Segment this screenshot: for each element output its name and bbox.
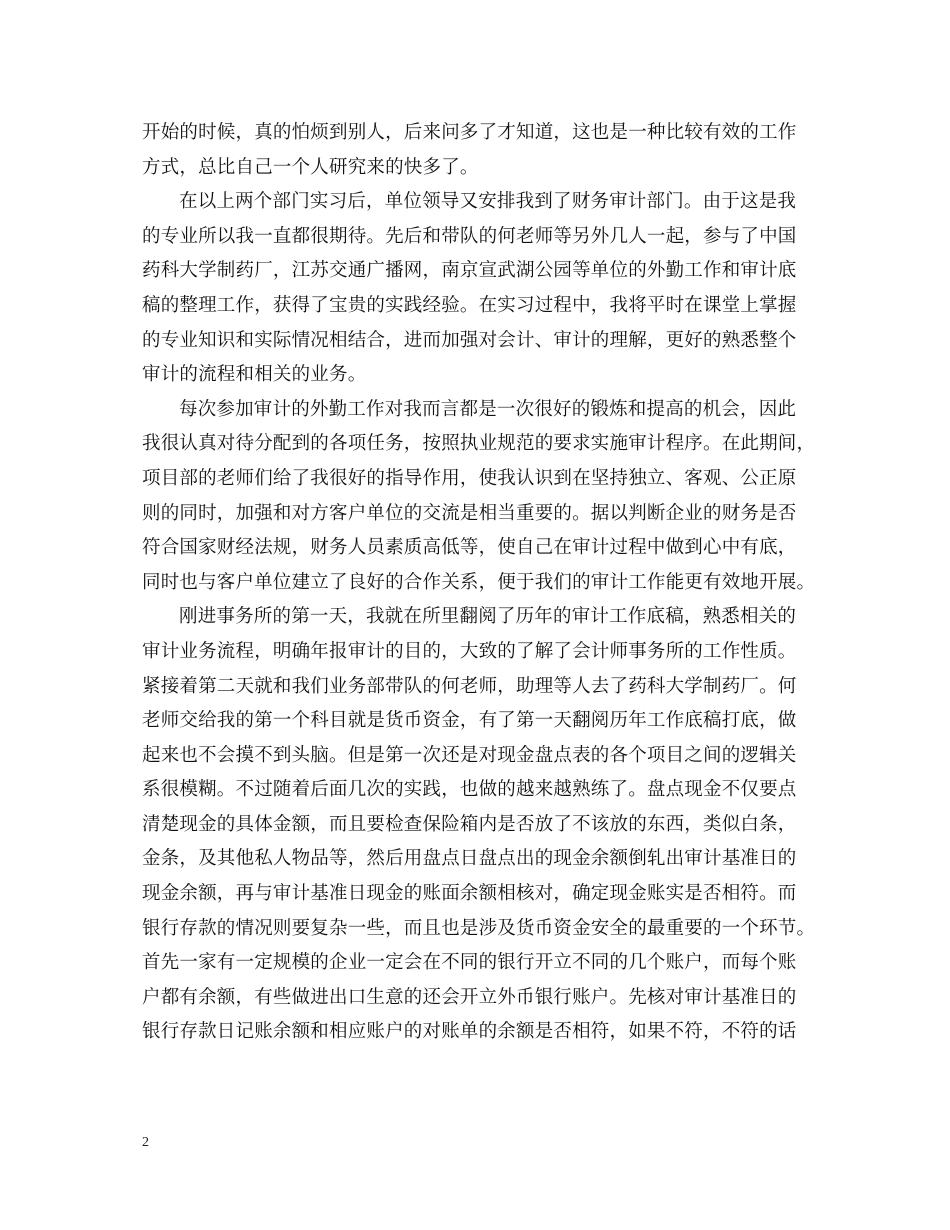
text-line: 符合国家财经法规，财务人员素质高低等，使自己在审计过程中做到心中有底， bbox=[142, 537, 797, 559]
text-line: 的专业知识和实际情况相结合，进而加强对会计、审计的理解，更好的熟悉整个 bbox=[142, 329, 797, 351]
paragraph-first-line: 在以上两个部门实习后，单位领导又安排我到了财务审计部门。由于这是我 bbox=[179, 191, 797, 213]
text-line: 银行存款的情况则要复杂一些，而且也是涉及货币资金安全的最重要的一个环节。 bbox=[142, 917, 816, 939]
text-line: 则的同时，加强和对方客户单位的交流是相当重要的。据以判断企业的财务是否 bbox=[142, 502, 797, 524]
text-line: 开始的时候，真的怕烦到别人，后来问多了才知道，这也是一种比较有效的工作 bbox=[142, 122, 797, 143]
text-line: 同时也与客户单位建立了良好的合作关系，便于我们的审计工作能更有效地开展。 bbox=[142, 571, 816, 593]
text-line: 审计业务流程，明确年报审计的目的，大致的了解了会计师事务所的工作性质。 bbox=[142, 640, 797, 662]
text-line: 银行存款日记账余额和相应账户的对账单的余额是否相符，如果不符，不符的话 bbox=[142, 1021, 797, 1043]
text-line: 现金余额，再与审计基准日现金的账面余额相核对，确定现金账实是否相符。而 bbox=[142, 883, 797, 905]
text-line: 老师交给我的第一个科目就是货币资金，有了第一天翻阅历年工作底稿打底，做 bbox=[142, 710, 797, 732]
text-line: 项目部的老师们给了我很好的指导作用，使我认识到在坚持独立、客观、公正原 bbox=[142, 467, 797, 489]
paragraph-first-line: 刚进事务所的第一天，我就在所里翻阅了历年的审计工作底稿，熟悉相关的 bbox=[179, 606, 797, 628]
text-line: 审计的流程和相关的业务。 bbox=[142, 364, 367, 386]
text-line: 稿的整理工作，获得了宝贵的实践经验。在实习过程中，我将平时在课堂上掌握 bbox=[142, 294, 797, 316]
text-line: 户都有余额，有些做进出口生意的还会开立外币银行账户。先核对审计基准日的 bbox=[142, 986, 797, 1008]
text-line: 起来也不会摸不到头脑。但是第一次还是对现金盘点表的各个项目之间的逻辑关 bbox=[142, 744, 797, 766]
text-line: 方式，总比自己一个人研究来的快多了。 bbox=[142, 156, 479, 178]
text-line: 的专业所以我一直都很期待。先后和带队的何老师等另外几人一起，参与了中国 bbox=[142, 225, 797, 247]
text-line: 系很模糊。不过随着后面几次的实践，也做的越来越熟练了。盘点现金不仅要点 bbox=[142, 779, 797, 801]
text-line: 首先一家有一定规模的企业一定会在不同的银行开立不同的几个账户，而每个账 bbox=[142, 952, 797, 974]
text-line: 药科大学制药厂，江苏交通广播网，南京宣武湖公园等单位的外勤工作和审计底 bbox=[142, 260, 797, 282]
page-number: 2 bbox=[142, 1135, 149, 1150]
paragraph-first-line: 每次参加审计的外勤工作对我而言都是一次很好的锻炼和提高的机会，因此 bbox=[179, 398, 797, 420]
body-text bbox=[142, 116, 822, 1050]
text-line: 金条，及其他私人物品等，然后用盘点日盘点出的现金余额倒轧出审计基准日的 bbox=[142, 848, 797, 870]
text-line: 紧接着第二天就和我们业务部带队的何老师，助理等人去了药科大学制药厂。何 bbox=[142, 675, 797, 697]
text-line: 清楚现金的具体金额，而且要检查保险箱内是否放了不该放的东西，类似白条， bbox=[142, 813, 797, 835]
text-line: 我很认真对待分配到的各项任务，按照执业规范的要求实施审计程序。在此期间， bbox=[142, 433, 816, 455]
